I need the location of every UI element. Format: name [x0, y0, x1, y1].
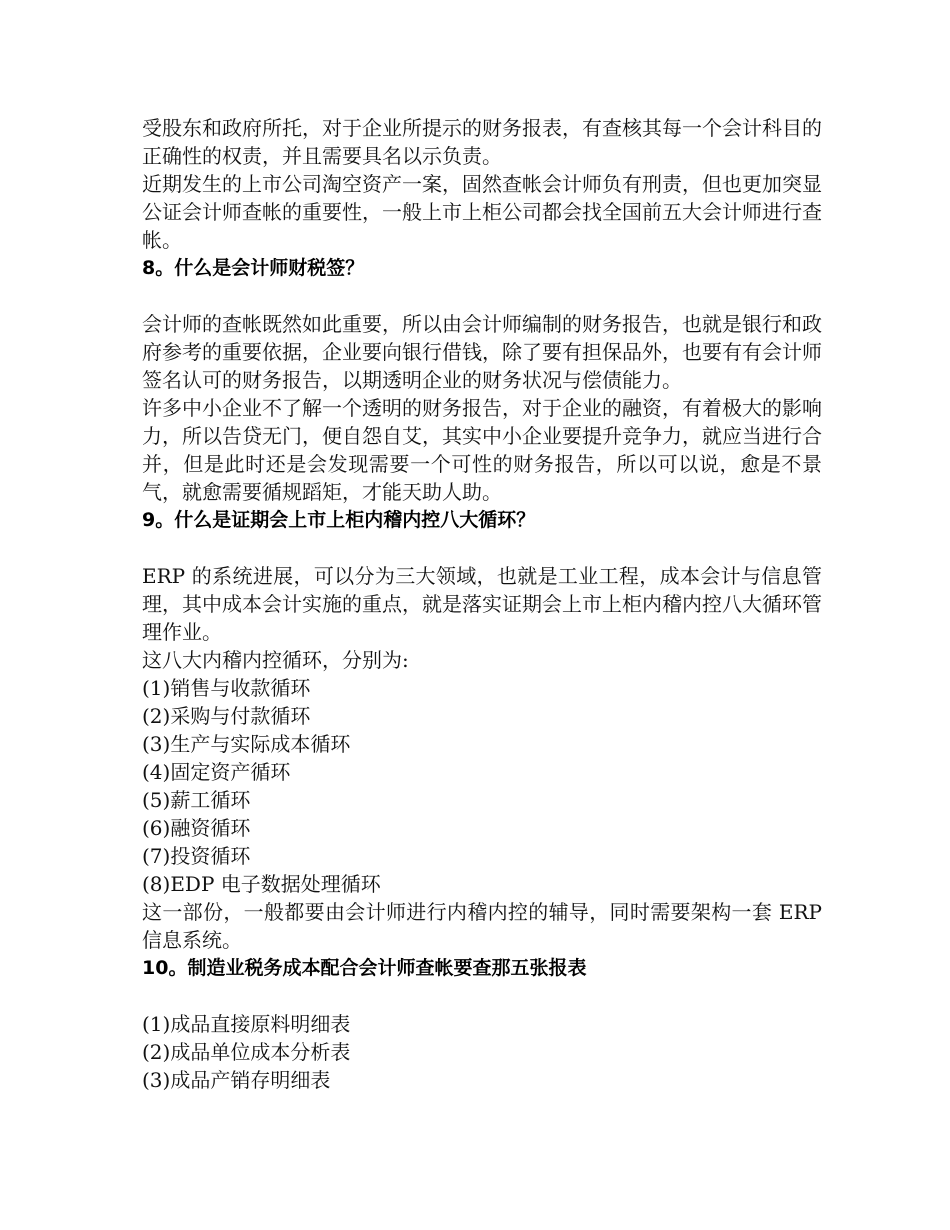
- paragraph-financial-report-importance: 会计师的查帐既然如此重要，所以由会计师编制的财务报告，也就是银行和政府参考的重要依据，企业要向银行借钱，除了要有担保品外，也要有有会计师签名认可的财务报告，以期透明企业的财务状况与偿债能力。: [142, 312, 822, 392]
- list-item: (2)成品单位成本分析表: [142, 1040, 351, 1064]
- blank-line: [142, 534, 822, 562]
- paragraph-sme-financing: 许多中小企业不了解一个透明的财务报告，对于企业的融资，有着极大的影响力，所以告贷无门，便自怨自艾，其实中小企业要提升竞争力，就应当进行合并，但是此时还是会发现需要一个可性的财务报告，所以可以说，愈是不景气，就愈需要循规蹈矩，才能天助人助。: [142, 396, 822, 504]
- paragraph-auditor-guidance: 这一部份，一般都要由会计师进行内稽内控的辅导，同时需要架构一套 ERP 信息系统。: [142, 900, 822, 952]
- list-item: (6)融资循环: [142, 816, 251, 840]
- list-item: (5)薪工循环: [142, 788, 251, 812]
- list-item: (1)成品直接原料明细表: [142, 1012, 351, 1036]
- heading-section-9: 9。什么是证期会上市上柜内稽内控八大循环？: [142, 509, 536, 531]
- list-item: (3)成品产销存明细表: [142, 1068, 331, 1092]
- heading-section-10: 10。制造业税务成本配合会计师查帐要查那五张报表: [142, 957, 587, 979]
- list-item: (7)投资循环: [142, 844, 251, 868]
- blank-line: [142, 282, 822, 310]
- heading-section-8: 8。什么是会计师财税签？: [142, 257, 365, 279]
- paragraph-eight-cycles-intro: 这八大内稽内控循环，分别为:: [142, 648, 409, 672]
- list-item: (8)EDP 电子数据处理循环: [142, 872, 381, 896]
- list-item: (3)生产与实际成本循环: [142, 732, 351, 756]
- report-list: [142, 1010, 822, 1094]
- paragraph-erp-domains: ERP 的系统进展，可以分为三大领域，也就是工业工程，成本会计与信息管理，其中成本会计实施的重点，就是落实证期会上市上柜内稽内控八大循环管理作业。: [142, 564, 822, 644]
- paragraph-listed-company-case: 近期发生的上市公司淘空资产一案，固然查帐会计师负有刑责，但也更加突显公证会计师查帐的重要性，一般上市上柜公司都会找全国前五大会计师进行查帐。: [142, 172, 822, 252]
- list-item: (2)采购与付款循环: [142, 704, 311, 728]
- document-body: [142, 114, 822, 1094]
- paragraph-auditor-duty: 受股东和政府所托，对于企业所提示的财务报表，有查核其每一个会计科目的正确性的权责，并且需要具名以示负责。: [142, 116, 822, 168]
- blank-line: [142, 982, 822, 1010]
- cycle-list: [142, 674, 822, 898]
- list-item: (4)固定资产循环: [142, 760, 291, 784]
- list-item: (1)销售与收款循环: [142, 676, 311, 700]
